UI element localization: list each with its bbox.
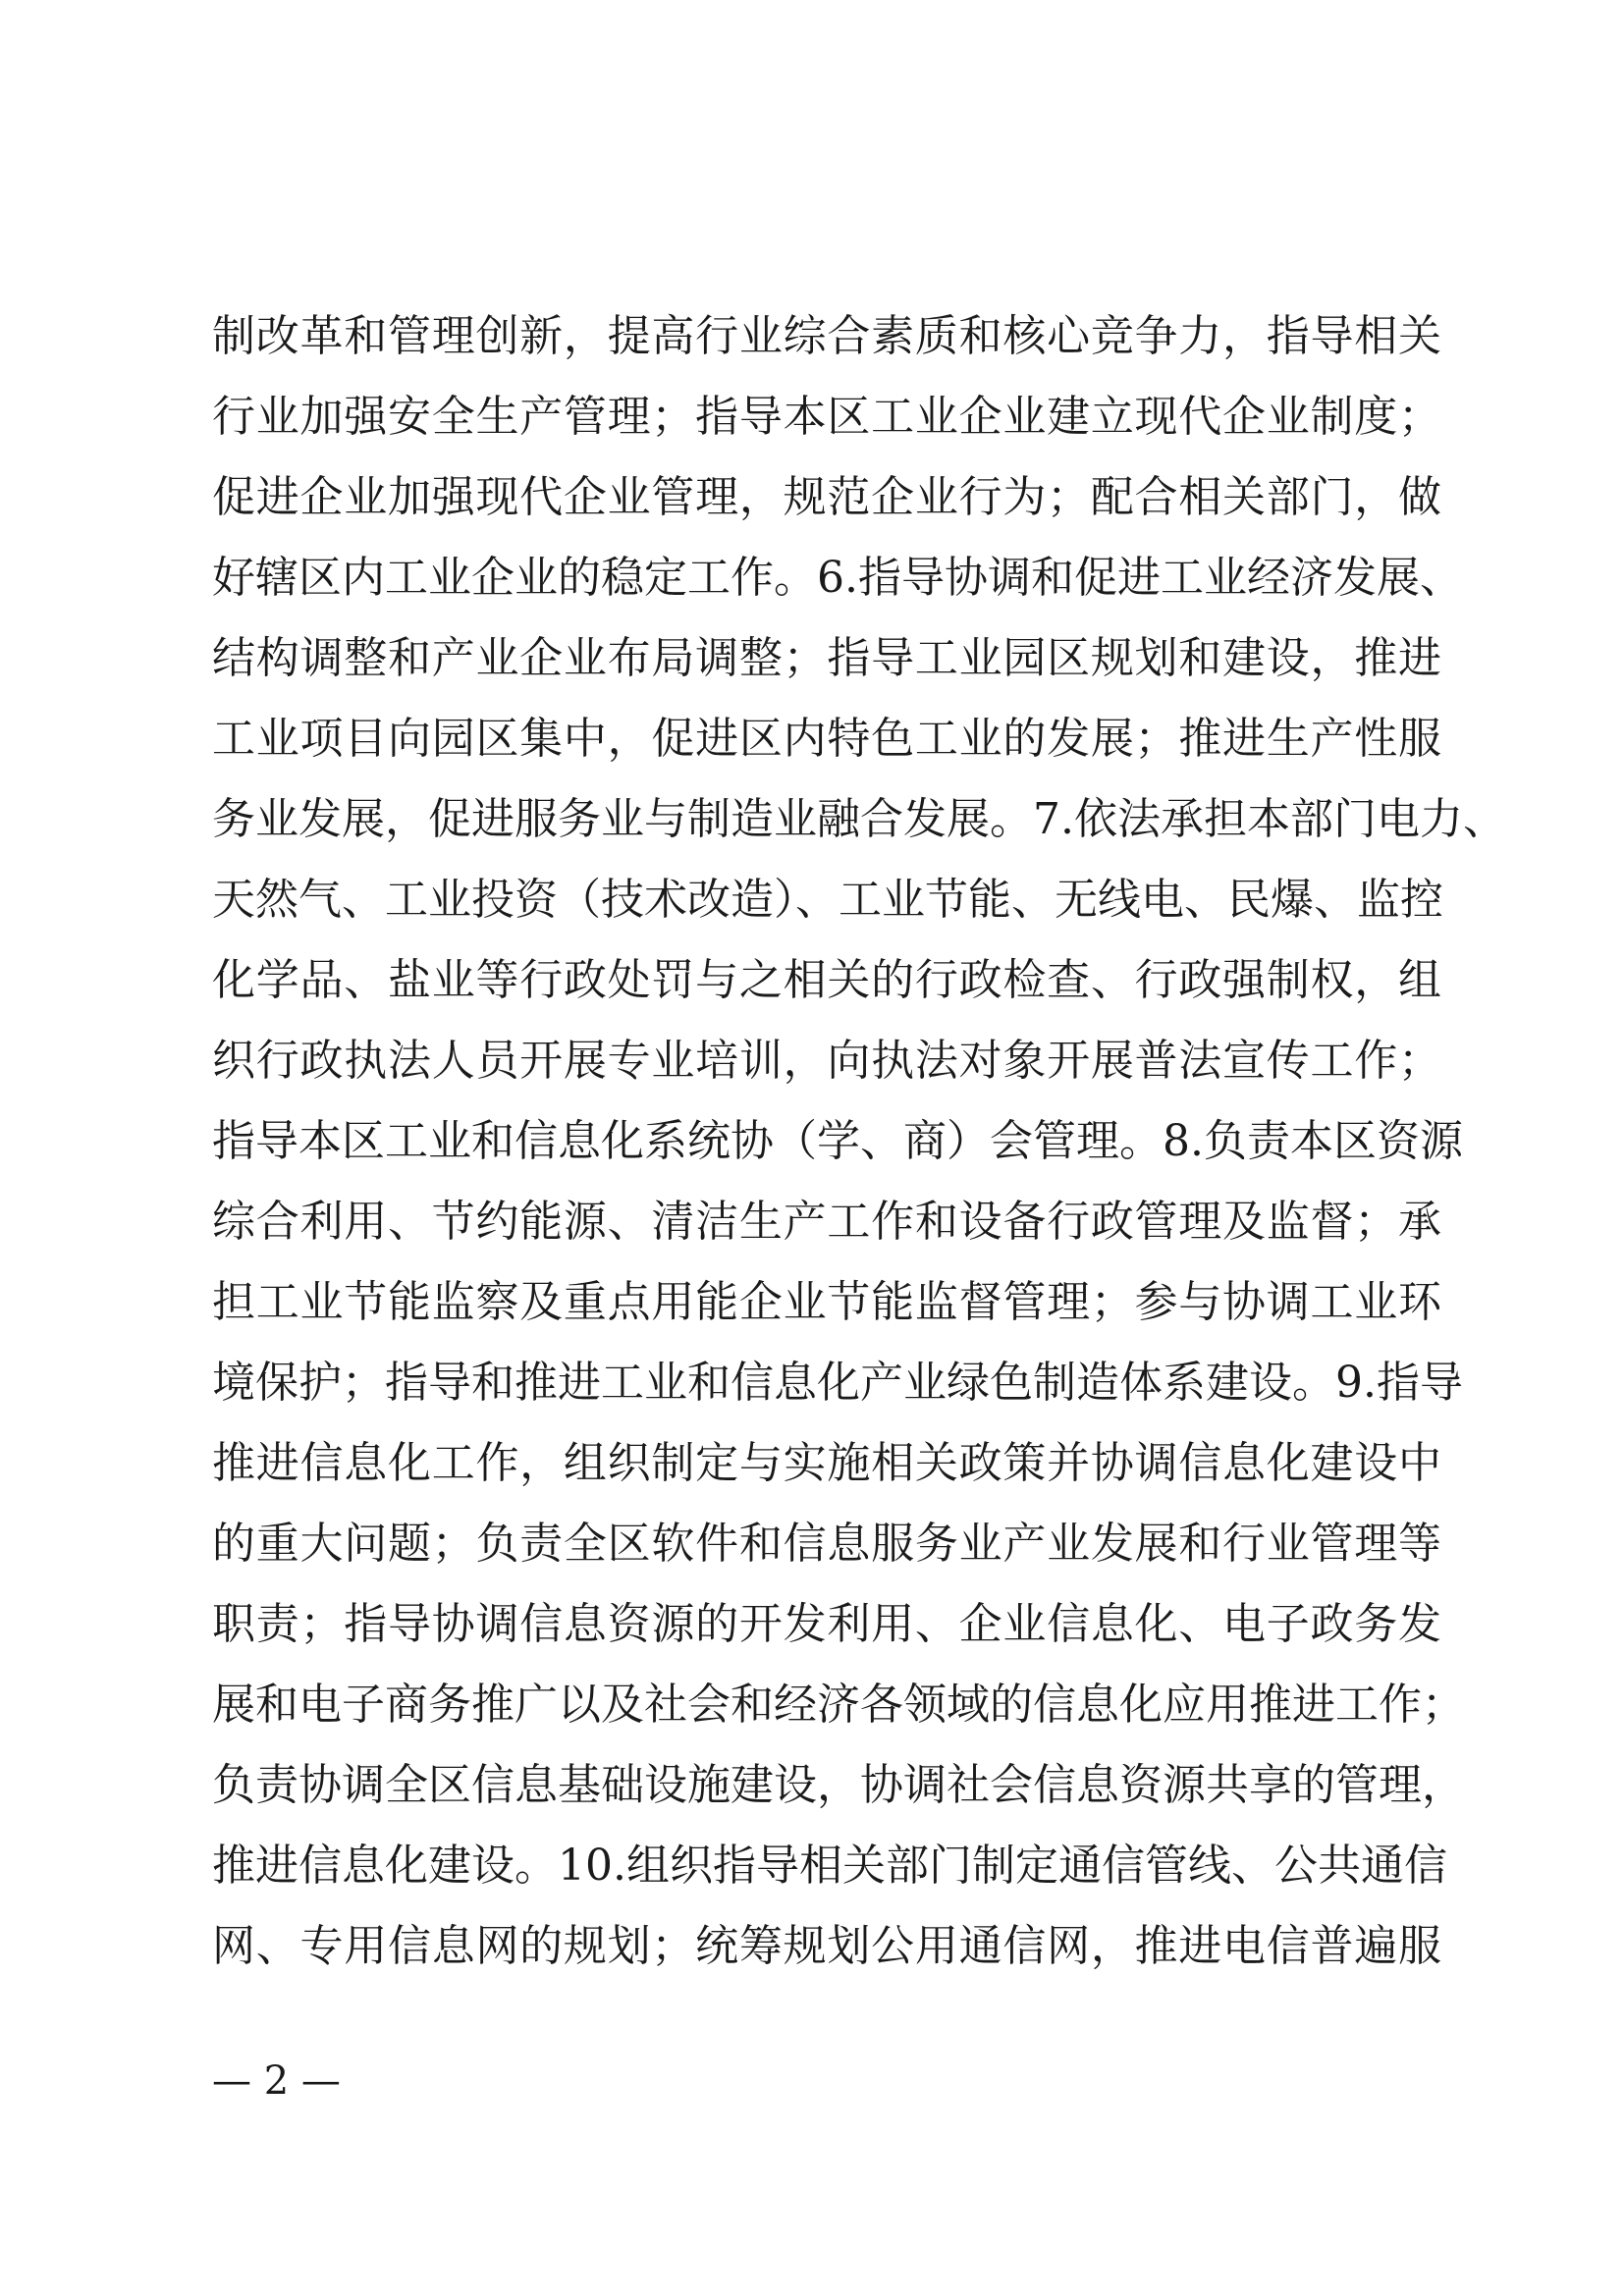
text-line: 化学品、盐业等行政处罚与之相关的行政检查、行政强制权，组 bbox=[212, 955, 1441, 1005]
body-text bbox=[212, 296, 1506, 1987]
text-line: 促进企业加强现代企业管理，规范企业行为；配合相关部门，做 bbox=[212, 472, 1441, 522]
text-line: 职责；指导协调信息资源的开发利用、企业信息化、电子政务发 bbox=[212, 1599, 1441, 1649]
text-line: 行业加强安全生产管理；指导本区工业企业建立现代企业制度； bbox=[212, 392, 1441, 442]
text-line: 好辖区内工业企业的稳定工作。6.指导协调和促进工业经济发展、 bbox=[212, 553, 1463, 603]
text-line: 织行政执法人员开展专业培训，向执法对象开展普法宣传工作； bbox=[212, 1036, 1441, 1086]
text-line: 制改革和管理创新，提高行业综合素质和核心竞争力，指导相关 bbox=[212, 311, 1441, 361]
text-line: 推进信息化建设。10.组织指导相关部门制定通信管线、公共通信 bbox=[212, 1841, 1447, 1891]
text-line: 担工业节能监察及重点用能企业节能监督管理；参与协调工业环 bbox=[212, 1277, 1441, 1327]
text-line: 综合利用、节约能源、清洁生产工作和设备行政管理及监督；承 bbox=[212, 1197, 1441, 1247]
text-line: 推进信息化工作，组织制定与实施相关政策并协调信息化建设中 bbox=[212, 1438, 1441, 1488]
text-line: 的重大问题；负责全区软件和信息服务业产业发展和行业管理等 bbox=[212, 1519, 1441, 1569]
text-line: 展和电子商务推广以及社会和经济各领域的信息化应用推进工作； bbox=[212, 1680, 1465, 1730]
page-number: — 2 — bbox=[212, 2058, 341, 2104]
text-line: 工业项目向园区集中，促进区内特色工业的发展；推进生产性服 bbox=[212, 714, 1441, 764]
text-line: 指导本区工业和信息化系统协（学、商）会管理。8.负责本区资源 bbox=[212, 1116, 1463, 1166]
text-line: 境保护；指导和推进工业和信息化产业绿色制造体系建设。9.指导 bbox=[212, 1358, 1463, 1408]
text-line: 务业发展，促进服务业与制造业融合发展。7.依法承担本部门电力、 bbox=[212, 794, 1506, 844]
text-line: 网、专用信息网的规划；统筹规划公用通信网，推进电信普遍服 bbox=[212, 1921, 1441, 1971]
text-line: 天然气、工业投资（技术改造）、工业节能、无线电、民爆、监控 bbox=[212, 875, 1443, 925]
text-line: 结构调整和产业企业布局调整；指导工业园区规划和建设，推进 bbox=[212, 633, 1441, 683]
text-line: 负责协调全区信息基础设施建设，协调社会信息资源共享的管理， bbox=[212, 1760, 1465, 1810]
